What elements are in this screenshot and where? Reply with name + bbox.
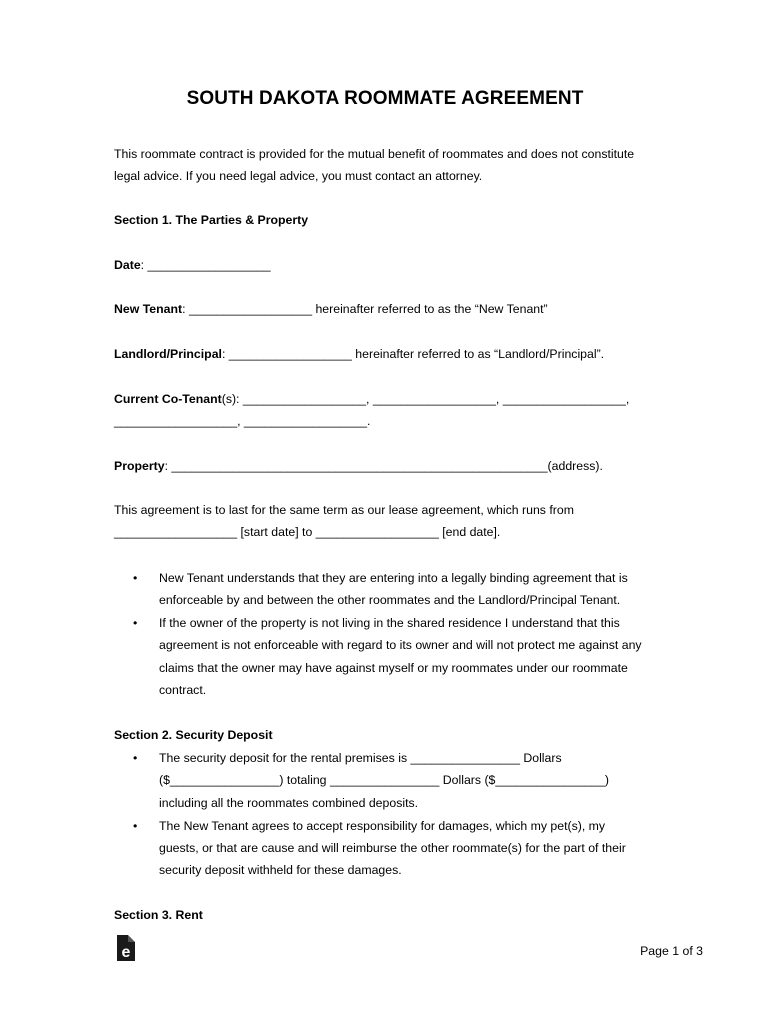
date-label: Date bbox=[114, 258, 141, 272]
property-text: : _______________________________________________________(address). bbox=[164, 459, 603, 473]
bullet-text: contract. bbox=[159, 683, 207, 697]
bullet-text: enforceable by and between the other roommates and the Landlord/Principal Tenant. bbox=[159, 593, 621, 607]
logo-letter: e bbox=[121, 944, 131, 961]
bullet-text: If the owner of the property is not living in the shared residence I understand that this bbox=[159, 616, 620, 630]
bullet-icon: • bbox=[133, 571, 138, 585]
intro-line: legal advice. If you need legal advice, you must contact an attorney. bbox=[114, 169, 483, 183]
bullet-icon: • bbox=[133, 616, 138, 630]
bullet-text: security deposit withheld for these damages. bbox=[159, 863, 402, 877]
landlord-field bbox=[114, 346, 604, 362]
bullet-icon: • bbox=[133, 819, 138, 833]
bullet-text: guests, or that are cause and will reimburse the other roommate(s) for the part of their bbox=[159, 841, 626, 855]
date-field bbox=[114, 257, 271, 273]
intro-line: This roommate contract is provided for the mutual benefit of roommates and does not constitute bbox=[114, 147, 635, 161]
page-number: Page 1 of 3 bbox=[640, 944, 703, 958]
section-1-heading: Section 1. The Parties & Property bbox=[114, 213, 309, 227]
landlord-text: : __________________ hereinafter referred to as “Landlord/Principal”. bbox=[221, 347, 605, 361]
new-tenant-label: New Tenant bbox=[114, 302, 183, 316]
new-tenant-text: : __________________ hereinafter referred to as the “New Tenant” bbox=[182, 302, 548, 316]
cotenant-line-2: __________________, __________________. bbox=[114, 414, 371, 428]
property-field bbox=[114, 458, 603, 474]
term-line: __________________ [start date] to __________________ [end date]. bbox=[114, 525, 501, 539]
bullet-text: ($________________) totaling ________________ Dollars ($________________) bbox=[159, 773, 609, 787]
landlord-label: Landlord/Principal bbox=[114, 347, 222, 361]
bullet-text: agreement is not enforceable with regard to its owner and will not protect me against any bbox=[159, 638, 642, 652]
date-blank: : __________________ bbox=[140, 258, 271, 272]
bullet-text: The security deposit for the rental premises is ________________ Dollars bbox=[159, 751, 562, 765]
property-label: Property bbox=[114, 459, 165, 473]
new-tenant-field bbox=[114, 301, 548, 317]
bullet-icon: • bbox=[133, 751, 138, 765]
document-title: SOUTH DAKOTA ROOMMATE AGREEMENT bbox=[186, 88, 584, 109]
cotenant-text: (s): __________________, __________________, __________________, bbox=[221, 392, 630, 406]
term-line: This agreement is to last for the same term as our lease agreement, which runs from bbox=[114, 503, 574, 517]
bullet-text: New Tenant understands that they are entering into a legally binding agreement that is bbox=[159, 571, 628, 585]
cotenant-field bbox=[114, 391, 629, 407]
section-3-heading: Section 3. Rent bbox=[114, 908, 203, 922]
eforms-logo-icon bbox=[116, 935, 136, 961]
bullet-text: claims that the owner may have against myself or my roommates under our roommate bbox=[159, 661, 628, 675]
bullet-text: including all the roommates combined deposits. bbox=[159, 796, 419, 810]
bullet-text: The New Tenant agrees to accept responsibility for damages, which my pet(s), my bbox=[159, 819, 606, 833]
cotenant-label: Current Co-Tenant bbox=[114, 392, 222, 406]
section-2-heading: Section 2. Security Deposit bbox=[114, 728, 273, 742]
